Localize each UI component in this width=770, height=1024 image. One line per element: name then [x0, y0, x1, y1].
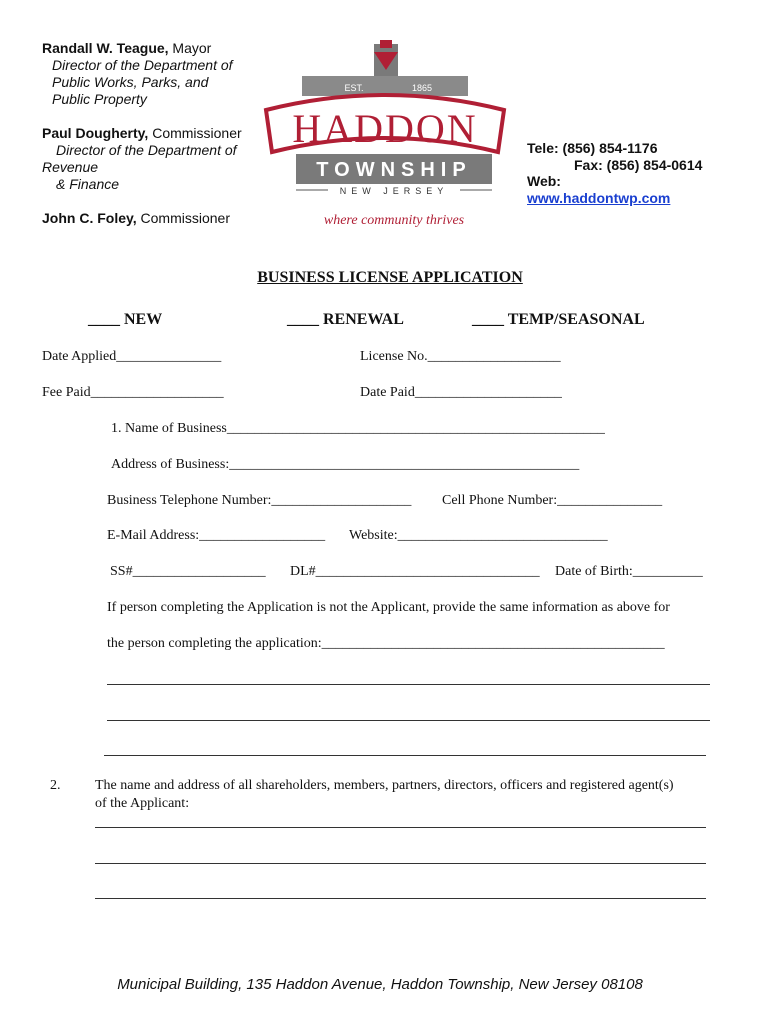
footer-address: Municipal Building, 135 Haddon Avenue, Haddon Township, New Jersey 08108	[117, 976, 643, 993]
item-2-number: 2.	[50, 778, 61, 793]
contact-block	[527, 140, 702, 207]
option-new[interactable]: ____ NEW	[88, 311, 163, 328]
mayor-name: Randall W. Teague,	[42, 40, 169, 56]
mayor-title: Mayor	[168, 40, 212, 56]
logo-est-left: EST.	[344, 83, 364, 93]
web-label: Web:	[527, 173, 561, 189]
name-of-business-field[interactable]: 1. Name of Business______________________________________________________	[111, 421, 605, 436]
commissioner2-title: Commissioner	[136, 210, 230, 226]
logo-tagline: where community thrives	[323, 213, 465, 228]
dl-field[interactable]: DL#________________________________	[290, 564, 540, 579]
option-renewal[interactable]: ____ RENEWAL	[287, 311, 404, 328]
mayor-dept-line-3: Public Property	[52, 91, 147, 107]
website-field[interactable]: Website:______________________________	[349, 528, 608, 543]
option-temp-seasonal[interactable]: ____ TEMP/SEASONAL	[472, 311, 645, 328]
email-field[interactable]: E-Mail Address:__________________	[107, 528, 326, 543]
blank-line-1[interactable]	[107, 684, 710, 685]
date-paid-field[interactable]: Date Paid_____________________	[360, 385, 562, 400]
date-of-birth-field[interactable]: Date of Birth:__________	[555, 564, 703, 579]
commissioner1-dept-line-1: Director of the Department of	[56, 142, 237, 158]
officials-block	[42, 40, 282, 230]
item-2-text-line-2: of the Applicant:	[95, 796, 190, 811]
haddon-township-logo	[262, 40, 508, 236]
blank-line-6[interactable]	[95, 898, 706, 899]
fee-paid-field[interactable]: Fee Paid___________________	[42, 385, 224, 400]
date-applied-field[interactable]: Date Applied_______________	[42, 349, 222, 364]
blank-line-3[interactable]	[104, 755, 706, 756]
blank-line-4[interactable]	[95, 827, 706, 828]
website-link[interactable]: www.haddontwp.com	[527, 190, 671, 206]
mayor-dept-line-1: Director of the Department of	[52, 57, 233, 73]
commissioner1-title: Commissioner	[148, 125, 242, 141]
address-of-business-field[interactable]: Address of Business:__________________________________________________	[111, 457, 580, 472]
blank-line-5[interactable]	[95, 863, 706, 864]
logo-est-right: 1865	[411, 83, 433, 93]
commissioner1-name: Paul Dougherty,	[42, 125, 149, 141]
blank-line-2[interactable]	[107, 720, 710, 721]
commissioner1-dept-line-2: Revenue	[42, 159, 99, 175]
ss-field[interactable]: SS#___________________	[110, 564, 266, 579]
cell-phone-field[interactable]: Cell Phone Number:_______________	[442, 493, 663, 508]
license-no-field[interactable]: License No.___________________	[360, 349, 561, 364]
form-title: BUSINESS LICENSE APPLICATION	[257, 269, 523, 286]
logo-township: TOWNSHIP	[316, 159, 472, 181]
mayor-dept-line-2: Public Works, Parks, and	[52, 74, 209, 90]
logo-name: HADDON	[292, 106, 478, 151]
commissioner2-name: John C. Foley,	[42, 210, 137, 226]
business-phone-field[interactable]: Business Telephone Number:____________________	[107, 493, 412, 508]
commissioner1-dept-line-3: & Finance	[56, 176, 120, 192]
telephone: Tele: (856) 854-1176	[527, 140, 658, 156]
completing-person-field[interactable]: the person completing the application:_________________________________________________	[107, 636, 665, 651]
fax: Fax: (856) 854-0614	[574, 157, 703, 173]
item-2-text-line-1: The name and address of all shareholders, members, partners, directors, officers and registered agent(s)	[95, 778, 674, 793]
logo-state: NEW JERSEY	[339, 186, 449, 196]
completing-person-instruction: If person completing the Application is not the Applicant, provide the same information as above for	[107, 600, 670, 615]
